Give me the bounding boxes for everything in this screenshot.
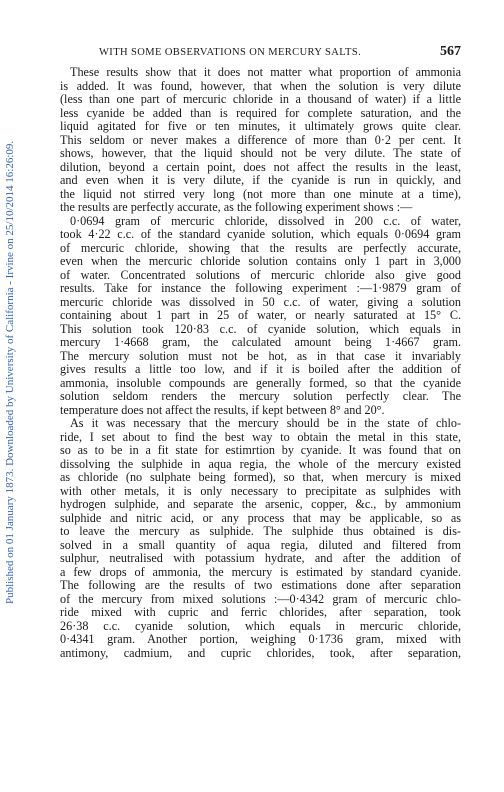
text-line: ammonia, insoluble compounds are generally formed, so that the cyanide — [60, 375, 461, 390]
text-line: as chloride (no sulphate being formed), so that, when mercury is mixed — [60, 470, 461, 484]
text-line: ride mixed with cupric and ferric chlorides, after separation, took — [60, 605, 461, 619]
text-line: sulphide and nitric acid, or any process that may be applicable, so as — [60, 510, 461, 525]
text-line: of water. Concentrated solutions of mercuric chloride also give good — [60, 267, 461, 282]
text-line: a few drops of ammonia, the mercury is estimated by standard cyanide. — [60, 564, 461, 579]
text-line: so as to be in a fit state for estimrtion by cyanide. It was found that on — [60, 443, 461, 457]
text-line: of mercuric chloride, showing that the results are perfectly accurate, — [60, 240, 461, 255]
text-line: solution seldom renders the mercury solution perfectly clear. The — [60, 389, 461, 403]
text-line: shows, however, that the liquid should not be very dilute. The state of — [60, 146, 461, 160]
text-line: sulphur, neutralised with potassium hydrate, and after the addition of — [60, 551, 461, 565]
text-line: hydrogen sulphide, and separate the arsenic, copper, &c., by ammonium — [60, 497, 461, 511]
text-line: The following are the results of two estimations done after separation — [60, 578, 461, 592]
text-line: 26·38 c.c. cyanide solution, which equals in mercuric chloride, — [60, 618, 461, 633]
text-line: is added. It was found, however, that when the solution is very dilute — [60, 78, 461, 93]
text-line: 0·4341 gram. Another portion, weighing 0·1736 gram, mixed with — [60, 632, 461, 646]
text-line: solved in a small quantity of aqua regia, diluted and filtered from — [60, 537, 461, 552]
text-line: the results are perfectly accurate, as the following experiment shows :— — [60, 200, 413, 214]
download-watermark: Published on 01 January 1873. Downloaded by University of California - Irvine on 25/10/2014 16:26:09. — [4, 140, 16, 604]
text-line: dilution, beyond a certain point, does not affect the results in the least, — [60, 159, 461, 174]
paragraph — [60, 417, 461, 660]
text-line: the liquid not stirred very long (not more than one minute at a time), — [60, 186, 461, 201]
page-number: 567 — [440, 44, 461, 59]
text-line: 0·0694 gram of mercuric chloride, dissolved in 200 c.c. of water, — [70, 213, 461, 228]
text-line: and even when it is very dilute, if the cyanide is run in quickly, and — [60, 173, 461, 187]
text-line: This solution took 120·83 c.c. of cyanide solution, which equals in — [60, 321, 461, 336]
text-line: to leave the mercury as sulphide. The sulphide thus obtained is dis- — [60, 524, 461, 538]
running-title: WITH SOME OBSERVATIONS ON MERCURY SALTS. — [99, 47, 362, 58]
text-line: with other metals, it is only necessary to precipitate as sulphides with — [60, 483, 461, 498]
article-body — [60, 66, 461, 660]
text-line: gives results a little too low, and if it is boiled after the addition of — [60, 362, 461, 376]
text-line: (less than one part of mercuric chloride in a thousand of water) if a little — [60, 92, 461, 106]
paragraph — [60, 215, 461, 418]
text-line: These results show that it does not matter what proportion of ammonia — [70, 65, 461, 79]
text-line: dissolving the sulphide in aqua regia, the whole of the mercury existed — [60, 456, 461, 471]
text-line: even when the mercuric chloride solution contains only 1 part in 3,000 — [60, 254, 461, 268]
text-line: took 4·22 c.c. of the standard cyanide solution, which equals 0·0694 gram — [60, 227, 461, 241]
text-line: The mercury solution must not be hot, as in that case it invariably — [60, 348, 461, 363]
text-line: ride, I set about to find the best way to obtain the metal in this state, — [60, 429, 461, 444]
running-header — [99, 44, 461, 62]
text-line: This seldom or never makes a difference of more than 0·2 per cent. It — [60, 132, 461, 147]
text-line: temperature does not affect the results, if kept between 8° and 20°. — [60, 402, 385, 417]
text-line: mercury 1·4668 gram, the calculated amount being 1·4667 gram. — [60, 335, 461, 349]
text-line: liquid agitated for five or ten minutes, it ultimately grows quite clear. — [60, 119, 461, 133]
text-line: containing about 1 part in 25 of water, or nearly saturated at 15° C. — [60, 308, 461, 322]
text-line: less cyanide be added than is required for complete saturation, and the — [60, 105, 461, 120]
text-line: antimony, cadmium, and cupric chlorides, took, after separation, — [60, 645, 461, 660]
text-line: results. Take for instance the following experiment :—1·9879 gram of — [60, 281, 461, 295]
text-line: of the mercury from mixed solutions :—0·4342 gram of mercuric chlo- — [60, 591, 461, 606]
text-line: mercuric chloride was dissolved in 50 c.c. of water, giving a solution — [60, 294, 461, 309]
paragraph — [60, 66, 461, 215]
text-line: As it was necessary that the mercury should be in the state of chlo- — [70, 416, 461, 430]
